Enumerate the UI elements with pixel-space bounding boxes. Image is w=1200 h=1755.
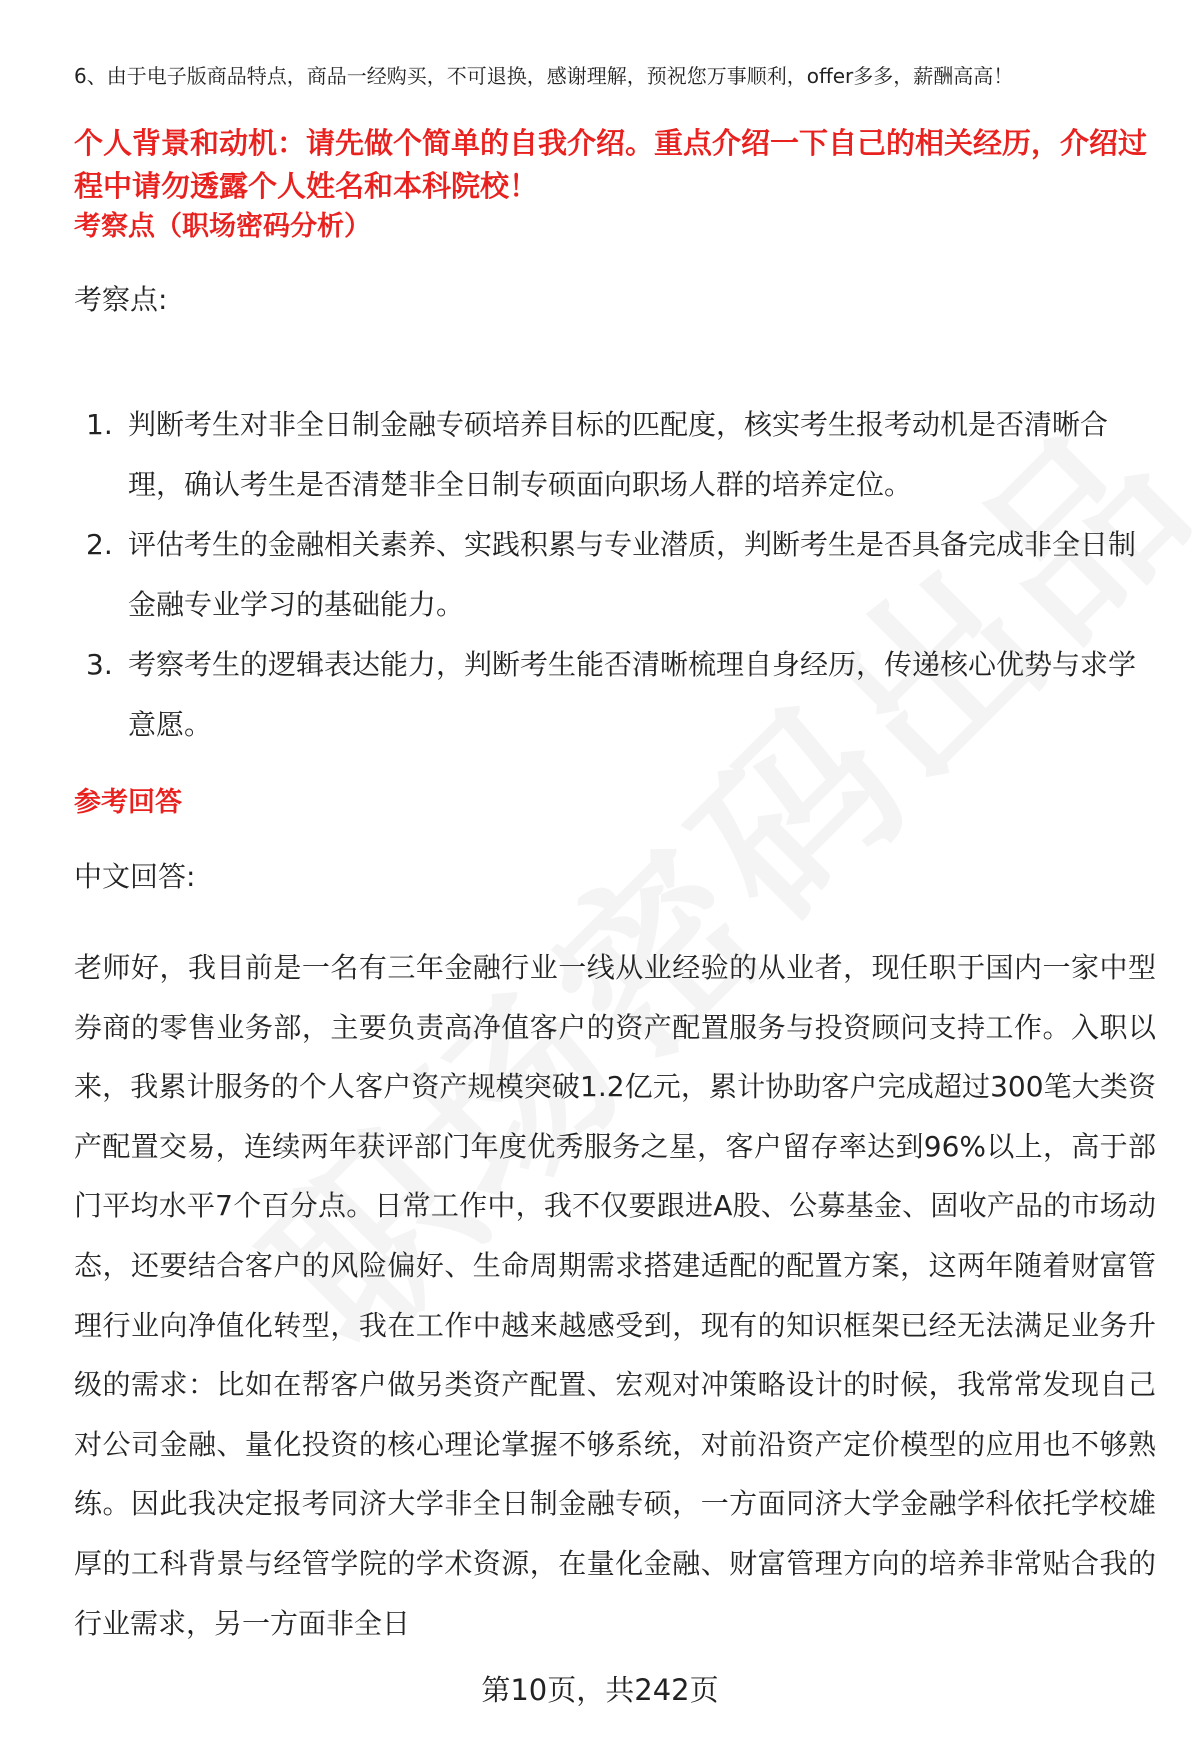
list-item-number: 1. [86, 408, 113, 441]
list-item [74, 395, 1154, 515]
list-item [74, 515, 1154, 635]
answer-body: 老师好，我目前是一名有三年金融行业一线从业经验的从业者，现任职于国内一家中型券商的零售业务部，主要负责高净值客户的资产配置服务与投资顾问支持工作。入职以来，我累计服务的个人客户资产规模突破1.2亿元，累计协助客户完成超过300笔大类资产配置交易，连续两年获评部门年度优秀服务之星，客户留存率达到96%以上，高于部门平均水平7个百分点。日常工作中，我不仅要跟进A股、公募基金、固收产品的市场动态，还要结合客户的风险偏好、生命周期需求搭建适配的配置方案，这两年随着财富管理行业向净值化转型，我在工作中越来越感受到，现有的知识框架已经无法满足业务升级的需求：比如在帮客户做另类资产配置、宏观对冲策略设计的时候，我常常发现自己对公司金融、量化投资的核心理论掌握不够系统，对前沿资产定价模型的应用也不够熟练。因此我决定报考同济大学非全日制金融专硕，一方面同济大学金融学科依托学校雄厚的工科背景与经管学院的学术资源，在量化金融、财富管理方向的培养非常贴合我的行业需求，另一方面非全日 [74, 951, 1156, 1640]
list-item [74, 635, 1154, 755]
list-item-text: 评估考生的金融相关素养、实践积累与专业潜质，判断考生是否具备完成非全日制金融专业学习的基础能力。 [128, 528, 1137, 621]
assessment-heading: 考察点（职场密码分析） [74, 211, 371, 242]
list-item-text: 判断考生对非全日制金融专硕培养目标的匹配度，核实考生报考动机是否清晰合理，确认考生是否清楚非全日制专硕面向职场人群的培养定位。 [128, 408, 1109, 501]
assessment-label: 考察点: [74, 283, 168, 316]
list-item-text: 考察考生的逻辑表达能力，判断考生能否清晰梳理自身经历，传递核心优势与求学意愿。 [128, 648, 1137, 741]
assessment-points-list [74, 395, 1154, 755]
interview-question: 个人背景和动机：请先做个简单的自我介绍。重点介绍一下自己的相关经历，介绍过程中请勿透露个人姓名和本科院校！ [74, 126, 1148, 203]
list-item-number: 3. [86, 648, 113, 681]
purchase-notice: 6、由于电子版商品特点，商品一经购买，不可退换，感谢理解，预祝您万事顺利，offer多多，薪酬高高！ [74, 64, 1014, 88]
answer-heading: 参考回答 [74, 787, 182, 818]
answer-label: 中文回答: [74, 860, 196, 893]
list-item-number: 2. [86, 528, 113, 561]
page-number-footer: 第10页，共242页 [481, 1673, 719, 1707]
